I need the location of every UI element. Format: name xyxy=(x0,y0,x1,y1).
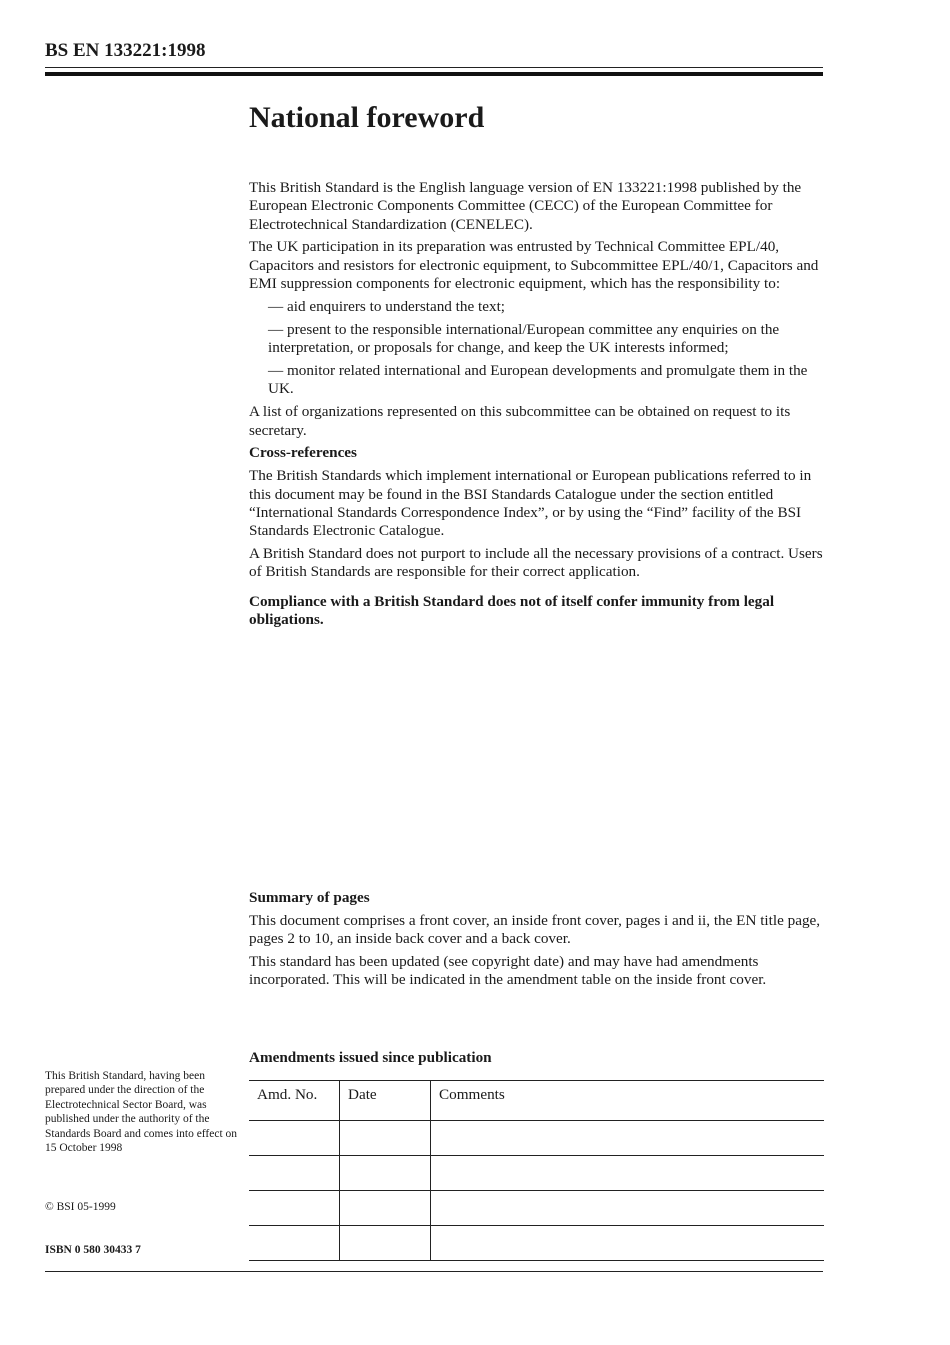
table-cell xyxy=(431,1226,825,1261)
summary-paragraph: This document comprises a front cover, an inside front cover, pages i and ii, the EN title page, pages 2 to 10, an inside back cover and a back cover. xyxy=(249,911,821,948)
header-rule-thin xyxy=(45,67,823,68)
document-id: BS EN 133221:1998 xyxy=(45,40,206,61)
table-header-row xyxy=(249,1081,824,1121)
list-item: — present to the responsible international/European committee any enquiries on the interpretation, or proposals for change, and keep the UK interests informed; xyxy=(268,320,780,357)
table-row xyxy=(249,1121,824,1156)
table-cell xyxy=(340,1156,431,1191)
table-cell xyxy=(249,1226,340,1261)
amendments-title: Amendments issued since publication xyxy=(249,1049,492,1066)
table-cell xyxy=(431,1121,825,1156)
table-cell xyxy=(431,1191,825,1226)
table-cell xyxy=(249,1121,340,1156)
summary-paragraph: This standard has been updated (see copyright date) and may have had amendments incorporated. This will be indicated in the amendment table on the inside front cover. xyxy=(249,953,767,989)
paragraph-intro: This British Standard is the English language version of EN 133221:1998 published by the European Electronic Components Committee (CECC) of the European Committee for Electrotechnical Standardization (CENELEC). xyxy=(249,179,802,233)
paragraph-crossref: The British Standards which implement international or European publications referred to in this document may be found in the BSI Standards Catalogue under the section entitled “International Standards Correspondence Index”, or by using the “Find” facility of the BSI Standards Electronic Catalogue. xyxy=(249,467,812,540)
column-header-comments: Comments xyxy=(431,1081,825,1121)
page-title: National foreword xyxy=(249,101,485,134)
table-row xyxy=(249,1226,824,1261)
footer-rule xyxy=(45,1271,823,1272)
amendments-table xyxy=(249,1080,824,1261)
table-cell xyxy=(431,1156,825,1191)
table-cell xyxy=(340,1226,431,1261)
table-row xyxy=(249,1156,824,1191)
column-header-date: Date xyxy=(340,1081,431,1121)
header-rule-thick xyxy=(45,72,823,76)
list-item: — monitor related international and European developments and promulgate them in the UK. xyxy=(268,362,808,398)
crossref-heading: Cross-references xyxy=(249,444,357,462)
paragraph-provisions: A British Standard does not purport to include all the necessary provisions of a contract. Users of British Standards are responsible for their correct application. xyxy=(249,545,823,581)
paragraph-organizations: A list of organizations represented on this subcommittee can be obtained on request to its secretary. xyxy=(249,403,791,439)
table-cell xyxy=(340,1191,431,1226)
column-header-amd-no: Amd. No. xyxy=(249,1081,340,1121)
table-cell xyxy=(340,1121,431,1156)
summary-section xyxy=(249,889,825,994)
isbn: ISBN 0 580 30433 7 xyxy=(45,1244,141,1256)
foreword-body xyxy=(249,179,825,634)
compliance-statement: Compliance with a British Standard does not of itself confer immunity from legal obligations. xyxy=(249,592,775,628)
table-cell xyxy=(249,1191,340,1226)
authority-note: This British Standard, having been prepared under the direction of the Electrotechnical Sector Board, was published under the authority of the Standards Board and comes into effect on 15 October 1998 xyxy=(45,1070,238,1155)
list-item: — aid enquirers to understand the text; xyxy=(268,297,506,315)
table-row xyxy=(249,1191,824,1226)
paragraph-participation: The UK participation in its preparation was entrusted by Technical Committee EPL/40, Capacitors and resistors for electronic equipment, to Subcommittee EPL/40/1, Capacitors and EMI suppression components for electronic equipment, which has the responsibility to: xyxy=(249,238,819,293)
copyright-notice: © BSI 05-1999 xyxy=(45,1201,116,1213)
summary-heading: Summary of pages xyxy=(249,889,370,906)
table-cell xyxy=(249,1156,340,1191)
